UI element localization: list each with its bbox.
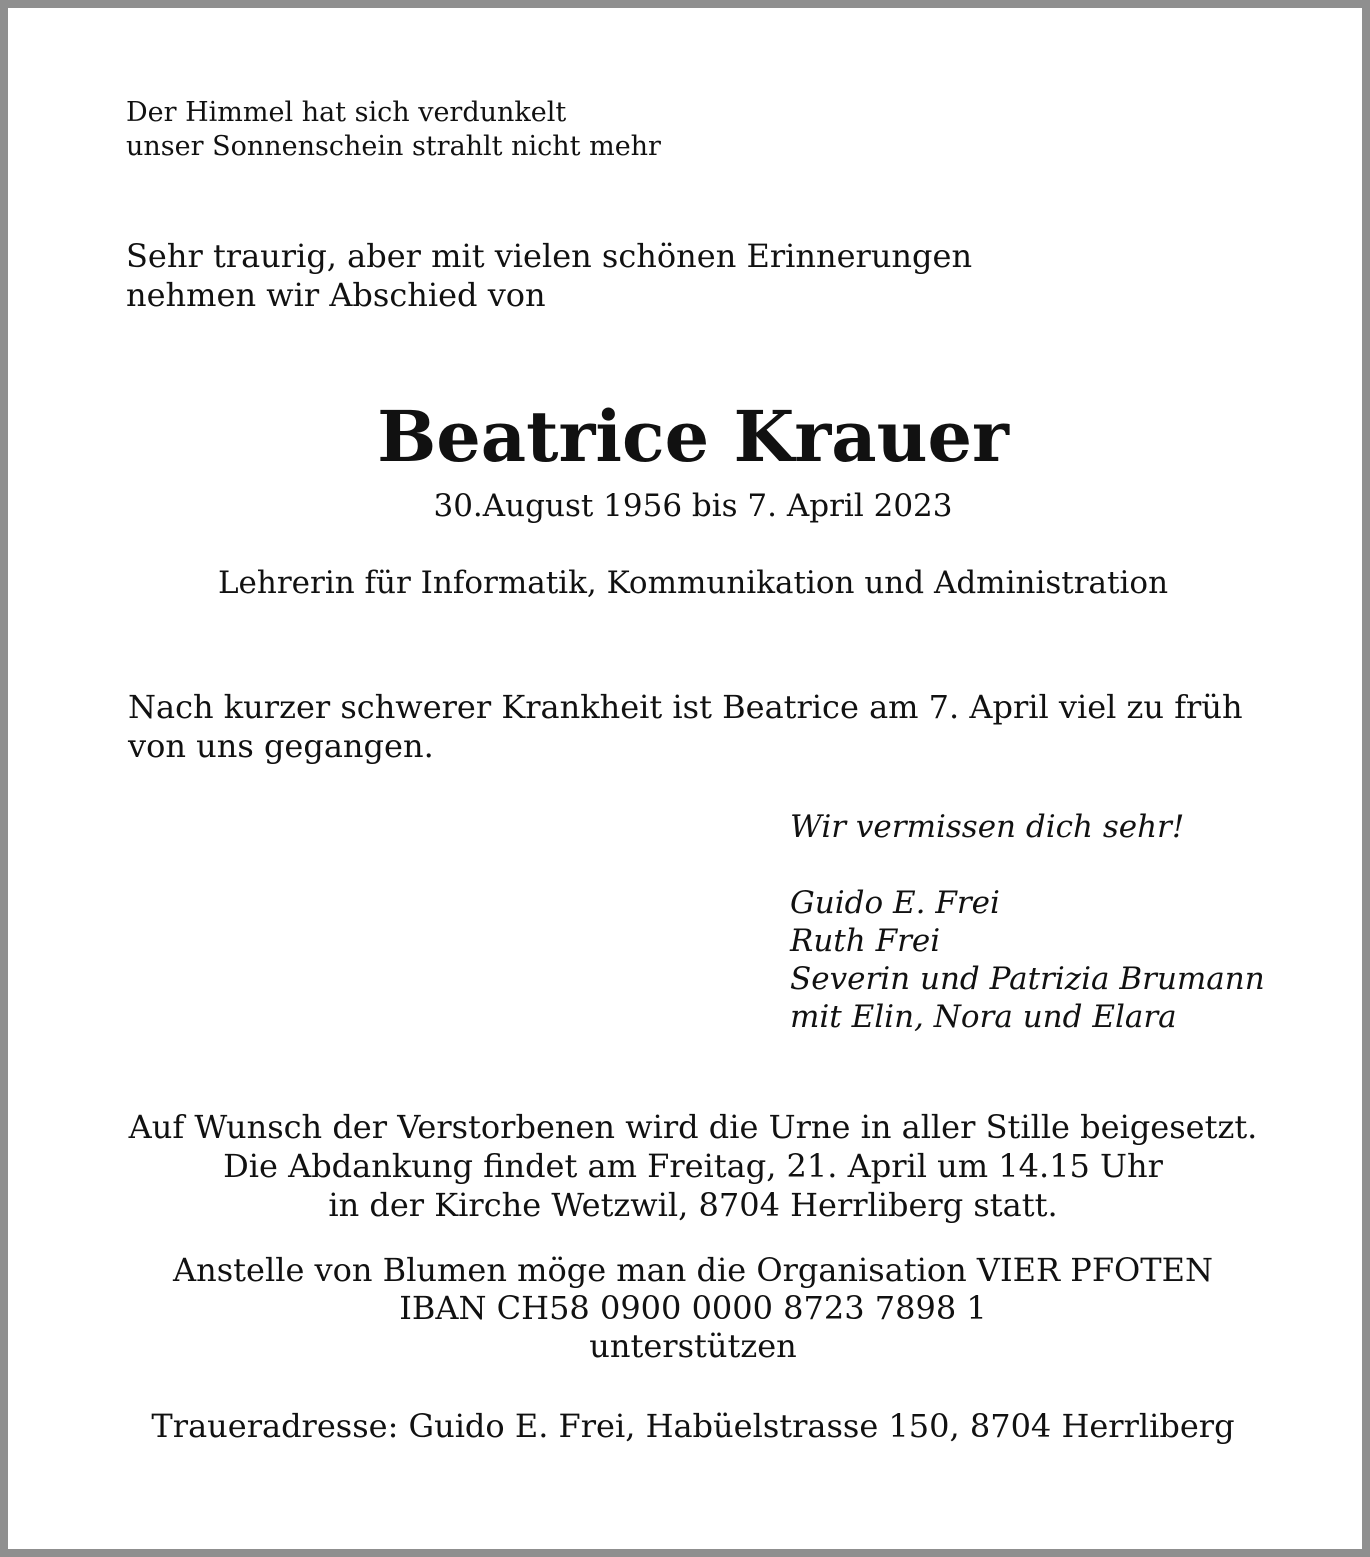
donation-line: unterstützen [589,1327,797,1365]
life-dates: 30.August 1956 bis 7. April 2023 [433,488,953,524]
donation-line: Anstelle von Blumen möge man die Organisation VIER PFOTEN [173,1251,1213,1289]
mourning-address: Traueradresse: Guido E. Frei, Habüelstrasse 150, 8704 Herrliberg [151,1407,1235,1445]
signoff-text: Wir vermissen dich sehr! [790,809,1185,845]
intro-line: nehmen wir Abschied von [126,276,546,314]
ceremony-line: Auf Wunsch der Verstorbenen wird die Urne in aller Stille beigesetzt. [128,1108,1258,1146]
mourners-list [790,884,1330,1036]
mourner-name: Ruth Frei [790,923,941,959]
mourner-name: mit Elin, Nora und Elara [790,999,1177,1035]
motto-line: unser Sonnenschein strahlt nicht mehr [126,131,661,162]
ceremony-line: Die Abdankung findet am Freitag, 21. April um 14.15 Uhr [223,1147,1163,1185]
deceased-name: Beatrice Krauer [377,395,1009,478]
profession: Lehrerin für Informatik, Kommunikation und Administration [217,565,1169,601]
motto-line: Der Himmel hat sich verdunkelt [126,97,567,128]
donation-iban: IBAN CH58 0900 0000 8723 7898 1 [399,1289,987,1327]
mourner-name: Severin und Patrizia Brumann [790,961,1265,997]
message-line: Nach kurzer schwerer Krankheit ist Beatrice am 7. April viel zu früh [128,688,1243,726]
death-message [128,688,1268,766]
intro-line: Sehr traurig, aber mit vielen schönen Erinnerungen [126,237,973,275]
ceremony-info [8,1108,1370,1225]
ceremony-line: in der Kirche Wetzwil, 8704 Herrliberg statt. [328,1186,1058,1224]
message-line: von uns gegangen. [128,727,434,765]
donation-info [8,1251,1370,1365]
motto-verse [126,96,826,164]
intro-text [126,237,1026,315]
mourner-name: Guido E. Frei [790,885,1000,921]
